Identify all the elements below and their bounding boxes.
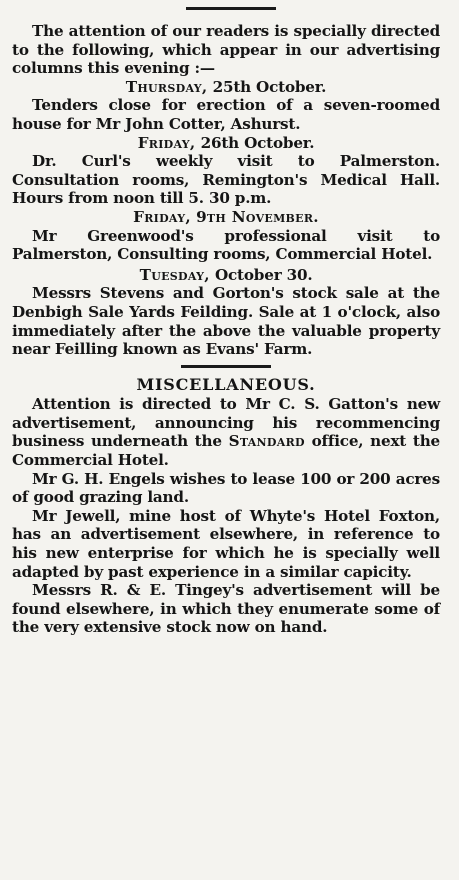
- notice-text-1: Tenders close for erection of a seven-roomed house for Mr John Cotter, Ashurst.: [12, 96, 440, 133]
- notice-text-4: Messrs Stevens and Gorton's stock sale at the Denbigh Sale Yards Feilding. Sale at 1 o'clock, also immediately after the above the valuable property near Feilling known as Evans' Farm.: [12, 284, 440, 359]
- notice-text-2: Dr. Curl's weekly visit to Palmerston. Consultation rooms, Remington's Medical Hall. Hours from noon till 5. 30 p.m.: [12, 152, 440, 208]
- misc-heading: MISCELLANEOUS.: [136, 374, 316, 394]
- misc-item-4: Messrs R. & E. Tingey's advertisement will be found elsewhere, in which they enumerate some of the very extensive stock now on hand.: [12, 581, 440, 637]
- misc-item-1: Attention is directed to Mr C. S. Gatton's new advertisement, announcing his recommencing business underneath the Standard office, next the Commercial Hotel.: [12, 395, 440, 470]
- misc-item-3: Mr Jewell, mine host of Whyte's Hotel Foxton, has an advertisement elsewhere, in reference to his new enterprise for which he is specially well adapted by past experience in a similar capicity.: [12, 506, 440, 581]
- top-rule: [186, 7, 276, 10]
- section-divider-rule: [181, 365, 271, 368]
- notice-date-4: Tuesday, October 30.: [139, 265, 313, 284]
- notice-date-1: Thursday, 25th October.: [125, 77, 327, 96]
- intro-paragraph: The attention of our readers is specially directed to the following, which appear in our advertising columns this evening :—: [12, 22, 440, 78]
- notice-text-3: Mr Greenwood's professional visit to Palmerston, Consulting rooms, Commercial Hotel.: [12, 226, 440, 264]
- notice-date-2: Friday, 26th October.: [137, 133, 315, 152]
- news-column: [12, 22, 440, 637]
- notice-date-3: Friday, 9th November.: [133, 207, 319, 226]
- misc-item-2: Mr G. H. Engels wishes to lease 100 or 200 acres of good grazing land.: [12, 469, 440, 507]
